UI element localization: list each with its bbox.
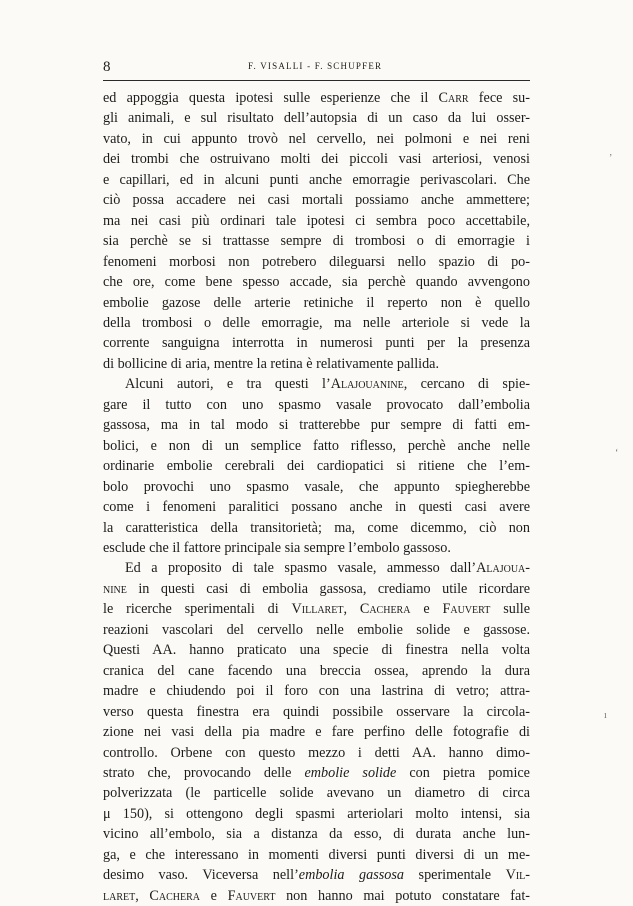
text-line: ed appoggia questa ipotesi sulle esperienze che il Carr fece su- (103, 90, 530, 106)
author-name: Villaret (291, 601, 344, 618)
text-line: madre e chiudendo poi il foro con una lastrina di vetro; attra- (103, 683, 530, 700)
paragraph (103, 558, 530, 906)
text-line: corrente sanguigna interrotta in numerosi punti per la presenza (103, 335, 530, 352)
text-line: che ore, come bene spesso accade, sia perchè quando avvengono (103, 274, 530, 291)
margin-mark: ‘ (615, 448, 619, 459)
text-line: come i fenomeni paralitici possano anche in questi casi avere (103, 499, 530, 516)
text-line: polverizzata (le particelle solide avevano un diametro di circa (103, 785, 530, 802)
header-rule (103, 80, 530, 81)
text-line: vato, in cui appunto trovò nel cervello, nei polmoni e nei reni (103, 130, 530, 147)
text-line: embolie gazose delle arterie retiniche il reperto non è quello (103, 294, 530, 311)
text-line: ciò possa accadere nei casi mortali possiamo anche ammettere; (103, 192, 530, 209)
paragraph (103, 374, 530, 558)
author-name: Cachera (359, 601, 411, 618)
text-line: della trombosi o delle emorragie, ma nelle arteriole si vede la (103, 314, 530, 331)
text-line: Alcuni autori, e tra questi l’Alajouanine, cercano di spie- (125, 376, 531, 393)
text-line: controllo. Orbene con questo mezzo i detti AA. hanno dimo- (103, 744, 530, 761)
margin-mark: ı (604, 710, 607, 721)
author-name: Vil- (505, 867, 531, 884)
text-line: gli animali, e sul risultato dell’autopsia di un caso da lui osser- (103, 110, 530, 127)
text-line: nine in questi casi di embolia gassosa, crediamo utile ricordare (103, 580, 530, 597)
author-name: Alajouanine (330, 376, 404, 393)
text-line: cranica del cane facendo una breccia ossea, aprendo la dura (103, 662, 530, 679)
author-name: nine (103, 580, 127, 597)
text-line: fenomeni morbosi non potrebero dileguarsi nello spazio di po- (103, 253, 530, 270)
paragraph (103, 88, 530, 374)
page-number: 8 (103, 59, 111, 75)
text-line: zione nei vasi della pia madre e fare perfino delle fotografie di (103, 724, 530, 741)
author-name: Fauvert (442, 601, 491, 618)
text-line: laret, Cachera e Fauvert non hanno mai potuto constatare fat- (103, 887, 530, 904)
author-name: laret (103, 887, 136, 904)
text-line: bolici, e non di un semplice fatto riflesso, perchè anche nelle (103, 437, 530, 454)
text-line: vicino all’embolo, sia a distanza da esso, di durata anche lun- (103, 826, 530, 843)
text-line: ordinarie embolie cerebrali dei cardiopatici si ritiene che l’em- (103, 458, 530, 475)
author-name: Carr (438, 90, 469, 106)
text-line: bolo provochi uno spasmo vasale, che appunto spiegherebbe (103, 478, 530, 495)
body-text (103, 88, 530, 906)
italic-term: embolia gassosa (298, 867, 404, 884)
margin-mark: ’ (609, 153, 613, 164)
text-line: esclude che il fattore principale sia sempre l’embolo gassoso. (103, 539, 451, 556)
text-line: reazioni vascolari del cervello nelle embolie solide e gassose. (103, 621, 530, 638)
text-line: gare il tutto con uno spasmo vasale provocato dall’embolia (103, 396, 530, 413)
text-line: gassosa, ma in tal modo si tratterebbe pur sempre di fatti em- (103, 417, 530, 434)
text-line: strato che, provocando delle embolie solide con pietra pomice (103, 764, 530, 781)
text-line: ga, e che interessano in momenti diversi punti diversi di un me- (103, 846, 530, 863)
author-name: Alajoua- (476, 560, 530, 577)
text-line: dei trombi che ostruivano molti dei piccoli vasi arteriosi, venosi (103, 151, 530, 168)
text-line: di bollicine di aria, mentre la retina è relativamente pallida. (103, 355, 440, 372)
text-line: desimo vaso. Viceversa nell’embolia gassosa sperimentale Vil- (103, 867, 531, 884)
text-line: μ 150), si ottengono degli spasmi arteriolari molto intensi, sia (103, 805, 530, 822)
running-head: F. VISALLI - F. SCHUPFER (248, 61, 383, 71)
text-line: la caratteristica della transitorietà; ma, come dicemmo, ciò non (103, 519, 530, 536)
text-line: Ed a proposito di tale spasmo vasale, ammesso dall’Alajoua- (125, 560, 530, 577)
author-name: Fauvert (227, 887, 276, 904)
author-name: Cachera (149, 887, 200, 904)
text-line: verso questa finestra era quindi possibile osservare la circola- (103, 703, 530, 720)
italic-term: embolie solide (304, 764, 397, 781)
text-line: sia perchè se si trattasse sempre di trombosi o di emorragie i (103, 233, 530, 250)
text-line: Questi AA. hanno praticato una specie di finestra nella volta (103, 642, 530, 659)
text-line: le ricerche sperimentali di Villaret, Cachera e Fauvert sulle (103, 601, 531, 618)
text-line: e capillari, ed in alcuni punti anche emorragie perivascolari. Che (103, 171, 530, 188)
text-line: ma nei casi più ordinari tale ipotesi ci sembra poco accettabile, (103, 212, 530, 229)
